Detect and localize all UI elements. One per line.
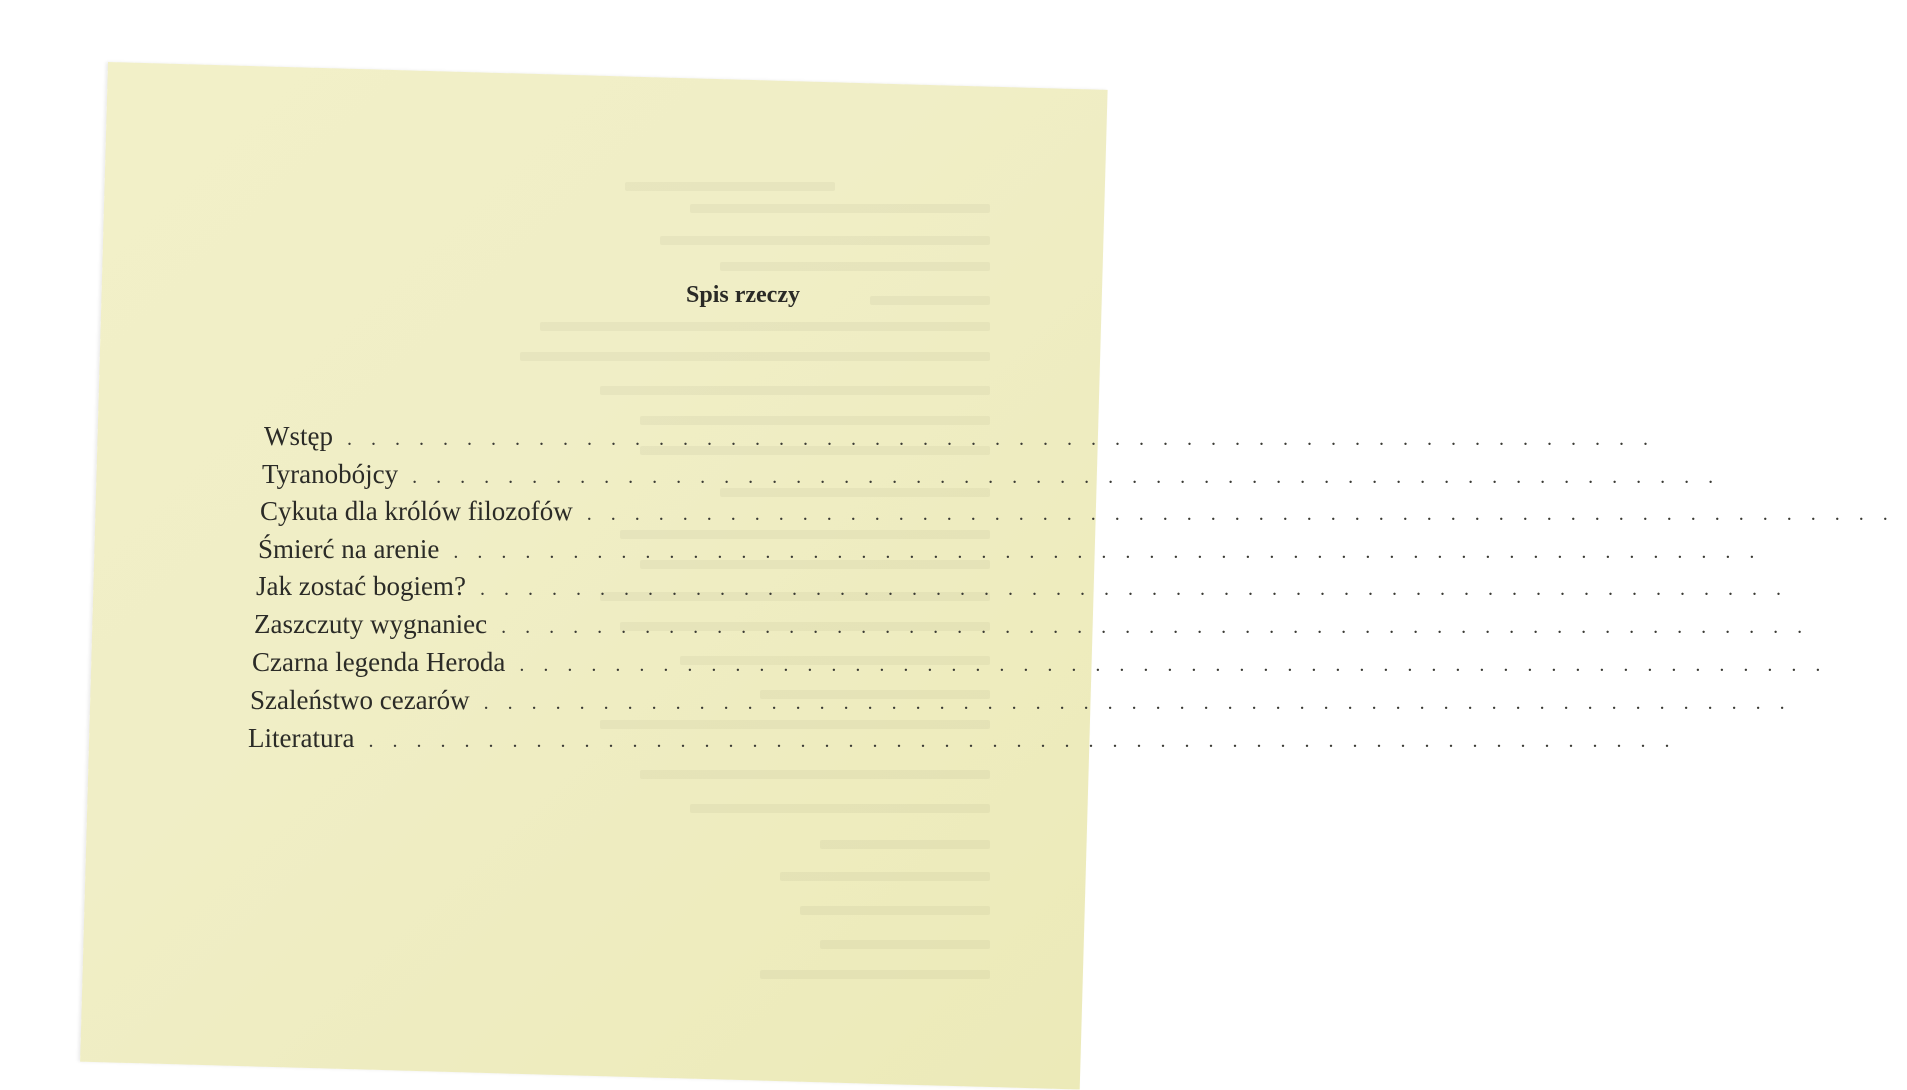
toc-entry-label: Literatura	[248, 723, 355, 753]
toc-entry-label: Zaszczuty wygnaniec	[254, 609, 488, 639]
leader-dots: .......................................................	[586, 503, 1907, 525]
page-title: Spis rzeczy	[686, 282, 800, 308]
leader-dots: .......................................................	[501, 616, 1822, 638]
leader-dots: .......................................................	[479, 578, 1800, 600]
toc-entry	[262, 459, 1733, 490]
toc-entry	[256, 571, 1800, 602]
toc-entry-label: Tyranobójcy	[262, 459, 399, 489]
toc-entry-label: Wstęp	[264, 421, 333, 451]
toc-entry	[258, 534, 1774, 565]
toc-entry-label: Cykuta dla królów filozofów	[260, 496, 573, 526]
toc-entry	[260, 496, 1907, 527]
toc-entry-label: Czarna legenda Heroda	[252, 647, 506, 677]
toc-entry	[254, 609, 1822, 640]
toc-entry-label: Jak zostać bogiem?	[256, 571, 466, 601]
toc-entry	[250, 685, 1804, 716]
toc-entry-label: Śmierć na arenie	[258, 534, 440, 564]
leader-dots: .......................................................	[412, 466, 1733, 488]
toc-entry-label: Szaleństwo cezarów	[250, 685, 470, 715]
leader-dots: .......................................................	[368, 730, 1689, 752]
toc-entry	[264, 421, 1667, 452]
leader-dots: .......................................................	[453, 541, 1774, 563]
leader-dots: .......................................................	[483, 692, 1804, 714]
leader-dots: .......................................................	[346, 428, 1667, 450]
leader-dots: .......................................................	[519, 654, 1840, 676]
toc-entry	[252, 647, 1840, 678]
toc-entry	[248, 723, 1689, 754]
